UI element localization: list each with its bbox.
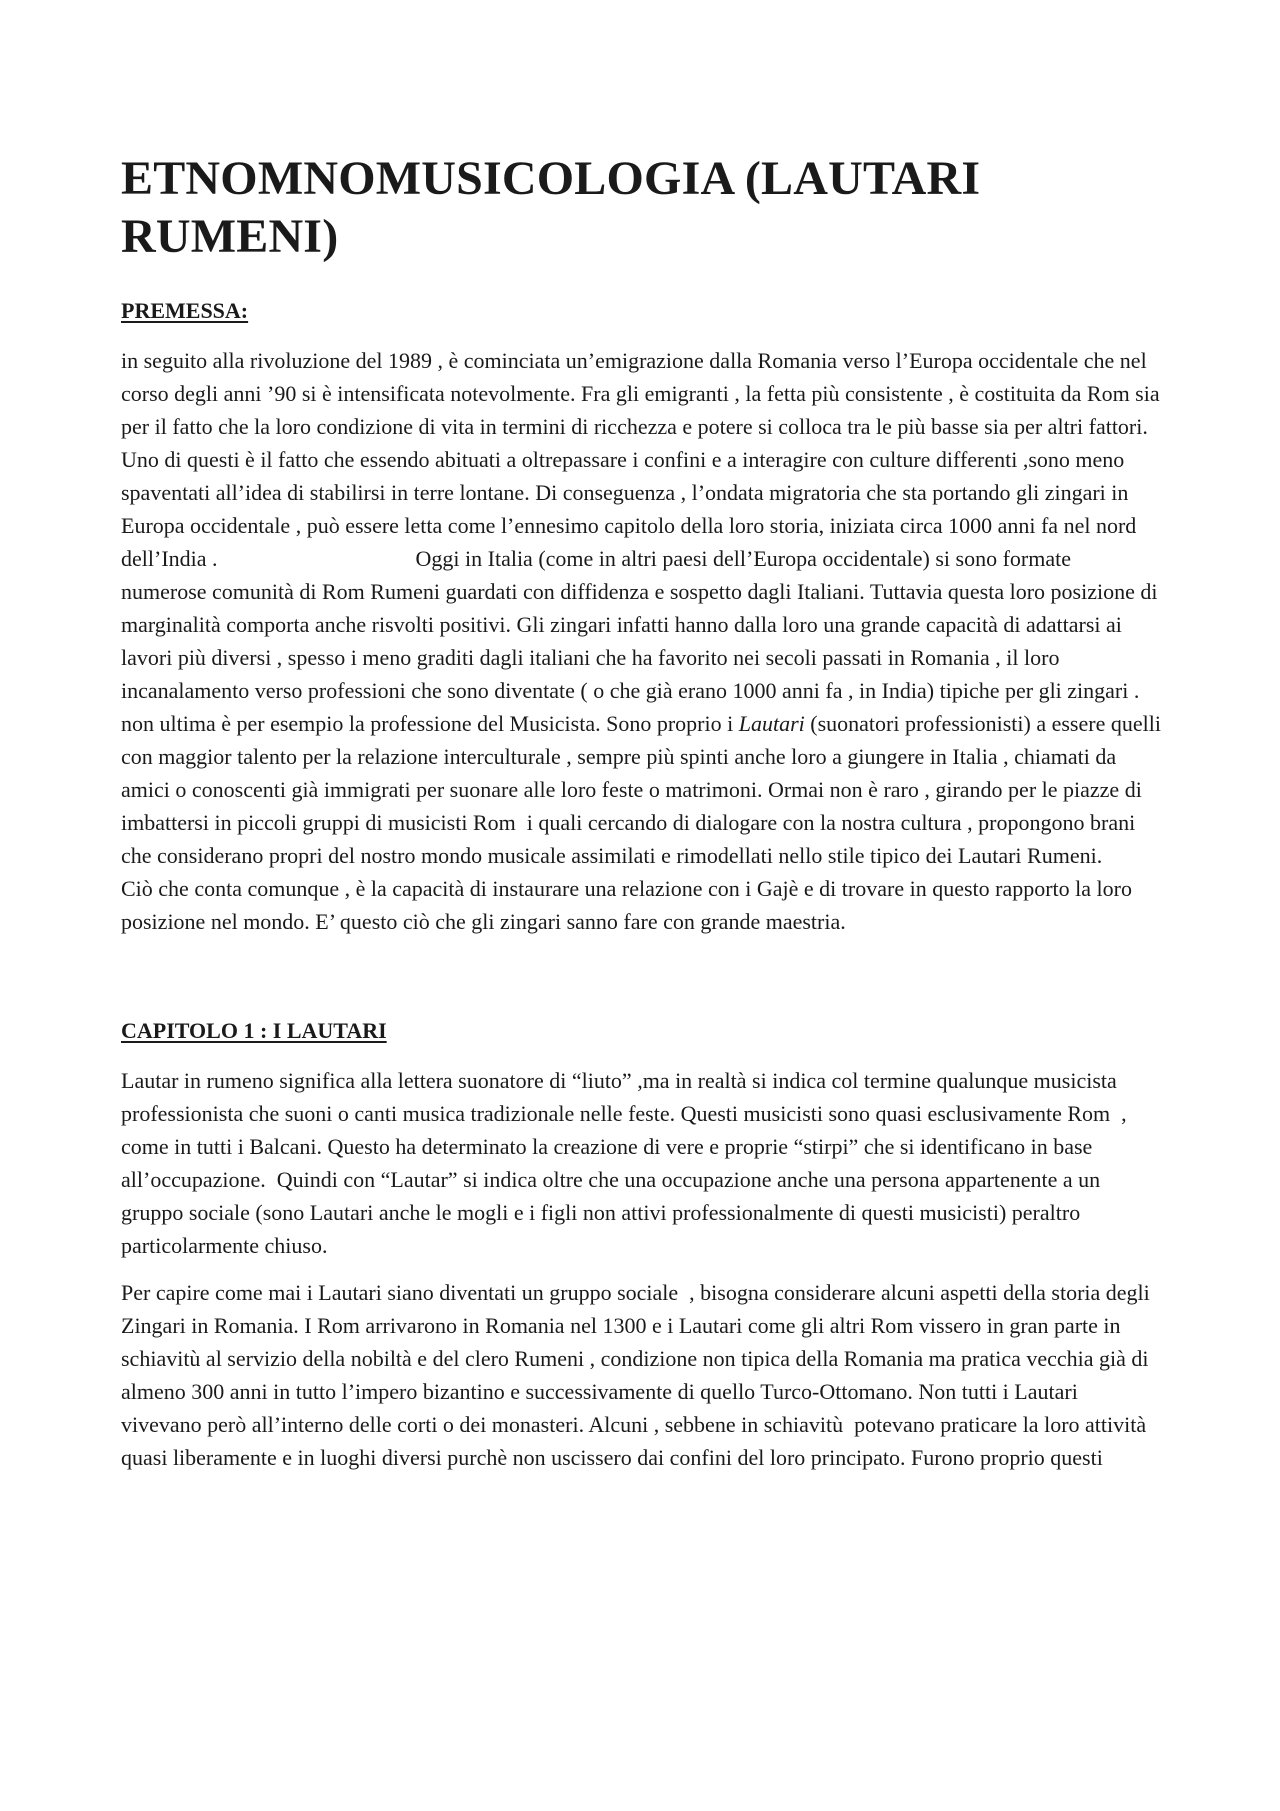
italic-term-lautari: Lautari (738, 711, 805, 736)
capitolo-1-paragraph: Lautar in rumeno significa alla lettera suonatore di “liuto” ,ma in realtà si indica col termine qualunque musicista professionista che suoni o canti musica tradizionale nelle feste. Questi musicisti sono quasi esclusivamente Rom , come in tutti i Balcani. Questo ha determinato la creazione di vere e proprie “stirpi” che si identificano in base all’occupazione. Quindi con “Lautar” si indica oltre che una occupazione anche una persona appartenente a un gruppo sociale (sono Lautari anche le mogli e i figli non attivi professionalmente di questi musicisti) peraltro particolarmente chiuso. (121, 1068, 1133, 1258)
premessa-text-after: (suonatori professionisti) a essere quelli con maggior talento per la relazione interculturale , sempre più spinti anche loro a giungere in Italia , chiamati da amici o conoscenti già immigrati per suonare alle loro feste o matrimoni. Ormai non è raro , girando per le piazze di imbattersi in piccoli gruppi di musicisti Rom i quali cercando di dialogare con la nostra cultura , propongono brani che considerano propri del nostro mondo musicale assimilati e rimodellati nello stile tipico dei Lautari Rumeni. Ciò che conta comunque , è la capacità di instaurare una relazione con i Gajè e di trovare in questo rapporto la loro posizione nel mondo. E’ questo ciò che gli zingari sanno fare con grande maestria. (121, 711, 1174, 934)
premessa-paragraph (121, 344, 1174, 938)
section-heading-capitolo-1: CAPITOLO 1 : I LAUTARI (121, 1018, 387, 1043)
document-body (121, 150, 1174, 1488)
section-spacer (121, 952, 1161, 1016)
premessa-text-before: in seguito alla rivoluzione del 1989 , è cominciata un’emigrazione dalla Romania verso l’Europa occidentale che nel corso degli anni ’90 si è intensificata notevolmente. Fra gli emigranti , la fetta più consistente , è costituita da Rom sia per il fatto che la loro condizione di vita in termini di ricchezza e potere si colloca tra le più basse sia per altri fattori. Uno di questi è il fatto che essendo abituati a oltrepassare i confini e a interagire con culture differenti ,sono meno spaventati all’idea di stabilirsi in terre lontane. Di conseguenza , l’ondata migratoria che sta portando gli zingari in Europa occidentale , può essere letta come l’ennesimo capitolo della loro storia, iniziata circa 1000 anni fa nel nord dell’India . Oggi in Italia (come in altri paesi dell’Europa occidentale) si sono formate numerose comunità di Rom Rumeni guardati con diffidenza e sospetto dagli Italiani. Tuttavia questa loro posizione di marginalità comporta anche risvolti positivi. Gli zingari infatti hanno dalla loro una grande capacità di adattarsi ai lavori più diversi , spesso i meno graditi dagli italiani che ha favorito nei secoli passati in Romania , il loro incanalamento verso professioni che sono diventate ( o che già erano 1000 anni fa , in India) tipiche per gli zingari . non ultima è per esempio la professione del Musicista. Sono proprio i (121, 348, 1166, 736)
capitolo-1-paragraph: Per capire come mai i Lautari siano diventati un gruppo sociale , bisogna considerare alcuni aspetti della storia degli Zingari in Romania. I Rom arrivarono in Romania nel 1300 e i Lautari come gli altri Rom vissero in gran parte in schiavitù al servizio della nobiltà e del clero Rumeni , condizione non tipica della Romania ma pratica vecchia già di almeno 300 anni in tutto l’impero bizantino e successivamente di quello Turco-Ottomano. Non tutti i Lautari vivevano però all’interno delle corti o dei monasteri. Alcuni , sebbene in schiavitù potevano praticare la loro attività quasi liberamente e in luoghi diversi purchè non uscissero dai confini del loro principato. Furono proprio questi (121, 1280, 1156, 1470)
document-title: ETNOMNOMUSICOLOGIA (LAUTARI RUMENI) (121, 152, 981, 263)
section-heading-premessa: PREMESSA: (121, 298, 249, 323)
